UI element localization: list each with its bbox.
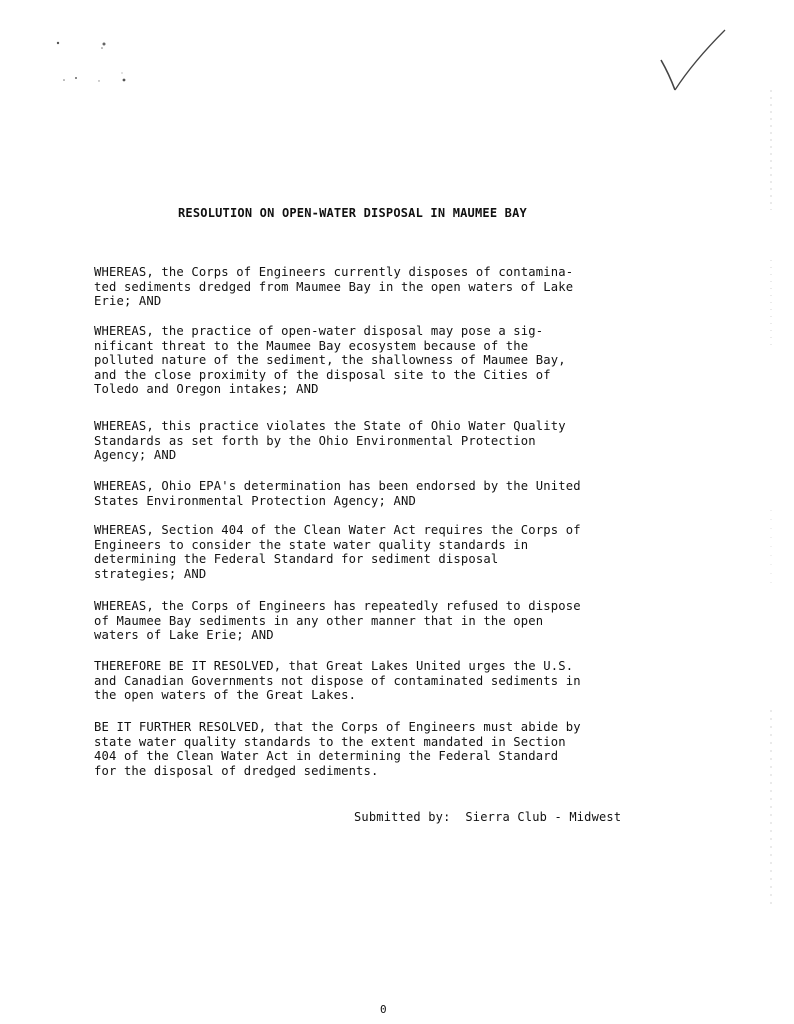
text-line: polluted nature of the sediment, the shallowness of Maumee Bay,	[94, 353, 566, 367]
text-line: WHEREAS, Ohio EPA's determination has been endorsed by the United	[94, 479, 581, 493]
text-line: determining the Federal Standard for sediment disposal	[94, 552, 499, 566]
text-line: WHEREAS, the practice of open-water disposal may pose a sig-	[94, 324, 544, 338]
text-line: state water quality standards to the extent mandated in Section	[94, 734, 566, 749]
text-line: Engineers to consider the state water quality standards in	[94, 537, 529, 552]
text-line: and Canadian Governments not dispose of contaminated sediments in	[94, 673, 581, 688]
text-line: Standards as set forth by the Ohio Environmental Protection	[94, 433, 536, 448]
text-line: States Environmental Protection Agency; AND	[94, 493, 416, 508]
whereas-paragraph-6	[94, 599, 581, 643]
page-number: 0	[380, 1003, 387, 1016]
whereas-paragraph-1	[94, 265, 573, 309]
text-line: of Maumee Bay sediments in any other manner that in the open	[94, 613, 544, 628]
text-line: BE IT FURTHER RESOLVED, that the Corps of Engineers must abide by	[94, 720, 581, 734]
submitted-by: Submitted by: Sierra Club - Midwest	[354, 810, 622, 824]
text-line: WHEREAS, the Corps of Engineers currently disposes of contamina-	[94, 265, 574, 279]
resolved-paragraph	[94, 659, 581, 703]
text-line: the open waters of the Great Lakes.	[94, 688, 357, 702]
text-line: Toledo and Oregon intakes; AND	[94, 382, 319, 396]
document-title: RESOLUTION ON OPEN-WATER DISPOSAL IN MAUMEE BAY	[178, 206, 527, 220]
text-line: nificant threat to the Maumee Bay ecosystem because of the	[94, 338, 529, 353]
scan-edge-marks	[768, 90, 774, 910]
text-line: WHEREAS, the Corps of Engineers has repeatedly refused to dispose	[94, 599, 581, 613]
text-line: 404 of the Clean Water Act in determining the Federal Standard	[94, 749, 559, 763]
text-line: Erie; AND	[94, 294, 162, 308]
scan-specks	[54, 38, 144, 88]
further-resolved-paragraph	[94, 720, 581, 778]
whereas-paragraph-4	[94, 479, 581, 508]
text-line: Agency; AND	[94, 448, 177, 462]
text-line: THEREFORE BE IT RESOLVED, that Great Lakes United urges the U.S.	[94, 659, 574, 673]
text-line: waters of Lake Erie; AND	[94, 628, 274, 642]
whereas-paragraph-3	[94, 419, 566, 463]
text-line: for the disposal of dredged sediments.	[94, 763, 379, 778]
checkmark-icon	[655, 22, 735, 94]
text-line: WHEREAS, this practice violates the State of Ohio Water Quality	[94, 419, 566, 433]
text-line: ted sediments dredged from Maumee Bay in the open waters of Lake	[94, 279, 574, 294]
text-line: and the close proximity of the disposal site to the Cities of	[94, 367, 551, 382]
whereas-paragraph-5	[94, 523, 581, 581]
text-line: strategies; AND	[94, 566, 207, 581]
whereas-paragraph-2	[94, 324, 566, 397]
text-line: WHEREAS, Section 404 of the Clean Water Act requires the Corps of	[94, 523, 581, 537]
